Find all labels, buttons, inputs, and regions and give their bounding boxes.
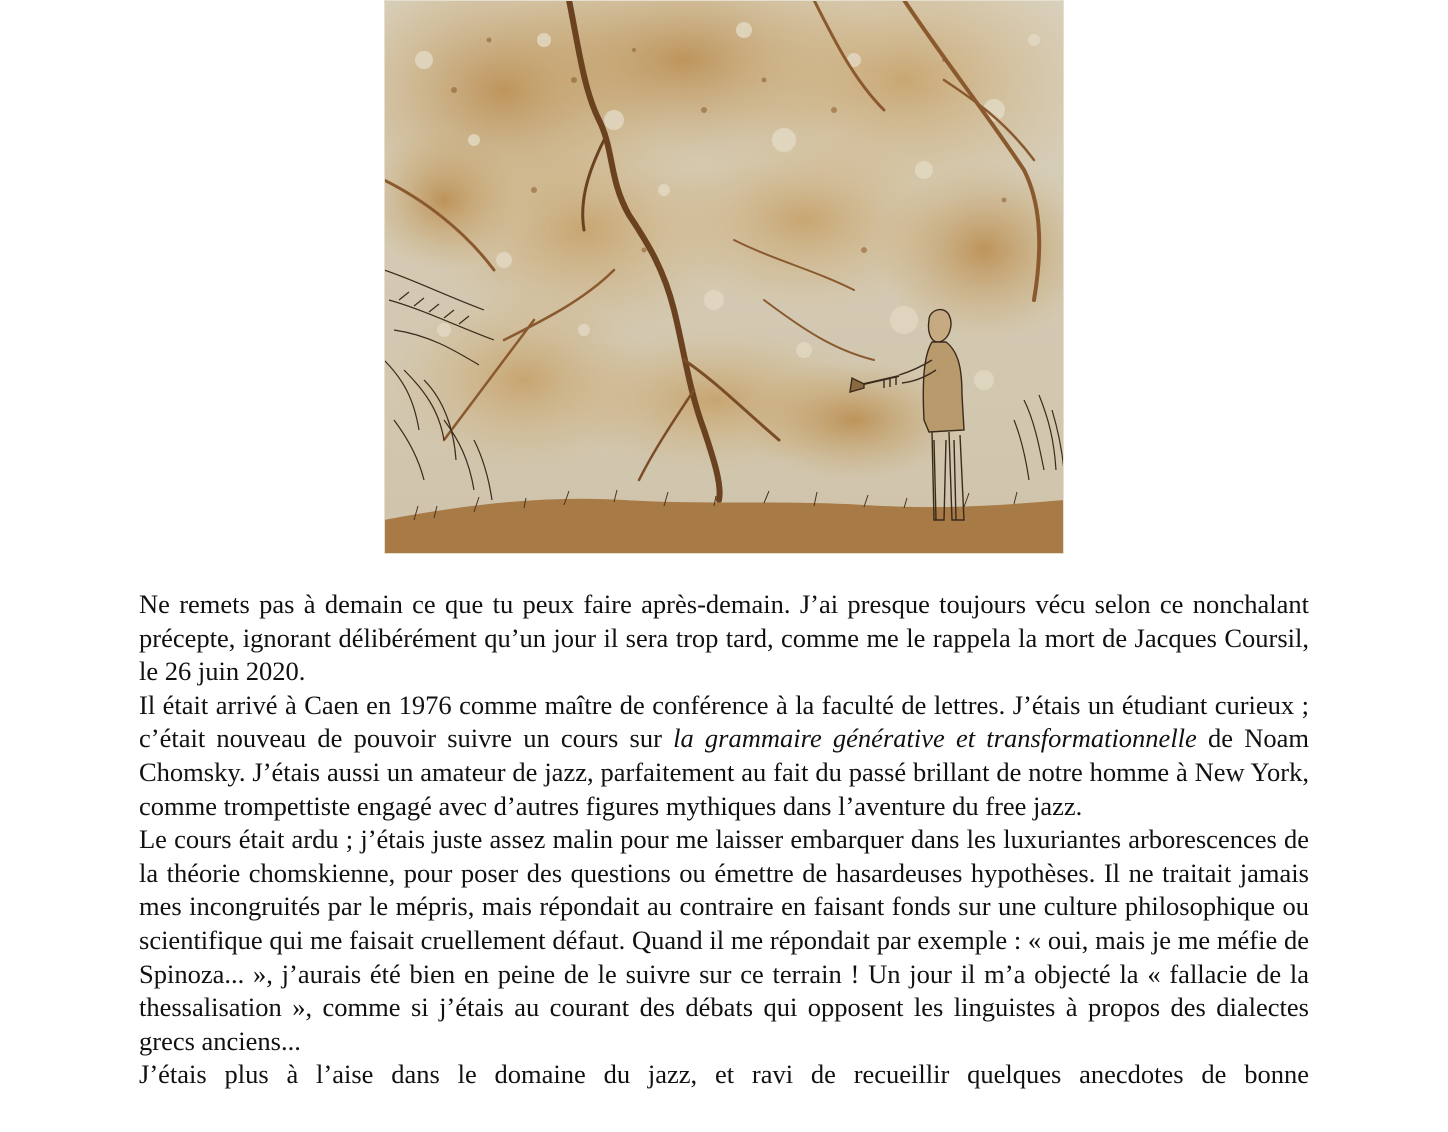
paragraph-2-start: Il était arrivé à Caen en 1976 comme maître de conférence à la faculté de lettres. J’étais un étudiant curieux ; c’était nouveau de pouvoir suivre un cours sur [139, 689, 1309, 754]
watercolor-illustration [384, 0, 1064, 554]
paragraph-3: Le cours était ardu ; j’étais juste assez malin pour me laisser embarquer dans les luxuriantes arborescences de la théorie chomskienne, pour poser des questions ou émettre de hasardeuses hypothèses. Il ne traitait jamais mes incongruités par le mépris, mais répondait au contraire en faisant fonds sur une culture philosophique ou scientifique qui me faisait cruellement défaut. Quand il me répondait par exemple : « oui, mais je me méfie de Spinoza... », j’aurais été bien en peine de le suivre sur ce terrain ! Un jour il m’a objecté la « fallacie de la thessalisation », comme si j’étais au courant des débats qui opposent les linguistes à propos des dialectes grecs anciens... [139, 824, 1309, 1056]
paragraph-2 [139, 689, 1309, 823]
book-title: la grammaire générative et transformationnelle [673, 723, 1197, 754]
ground [384, 499, 1064, 554]
paragraph-1: Ne remets pas à demain ce que tu peux faire après-demain. J’ai presque toujours vécu selon ce nonchalant précepte, ignorant délibérément qu’un jour il sera trop tard, comme me le rappela la mort de Jacques Coursil, le 26 juin 2020. [139, 589, 1309, 687]
article-text [139, 588, 1309, 1092]
paragraph-4: J’étais plus à l’aise dans le domaine du jazz, et ravi de recueillir quelques anecdotes de bonne [139, 1059, 1309, 1090]
trumpeter-under-trees-icon [384, 0, 1064, 554]
paragraph-2-end: de Noam Chomsky. J’étais aussi un amateur de jazz, parfaitement au fait du passé brillant de notre homme à New York, comme trompettiste engagé avec d’autres figures mythiques dans l’aventure du free jazz. [139, 723, 1309, 821]
